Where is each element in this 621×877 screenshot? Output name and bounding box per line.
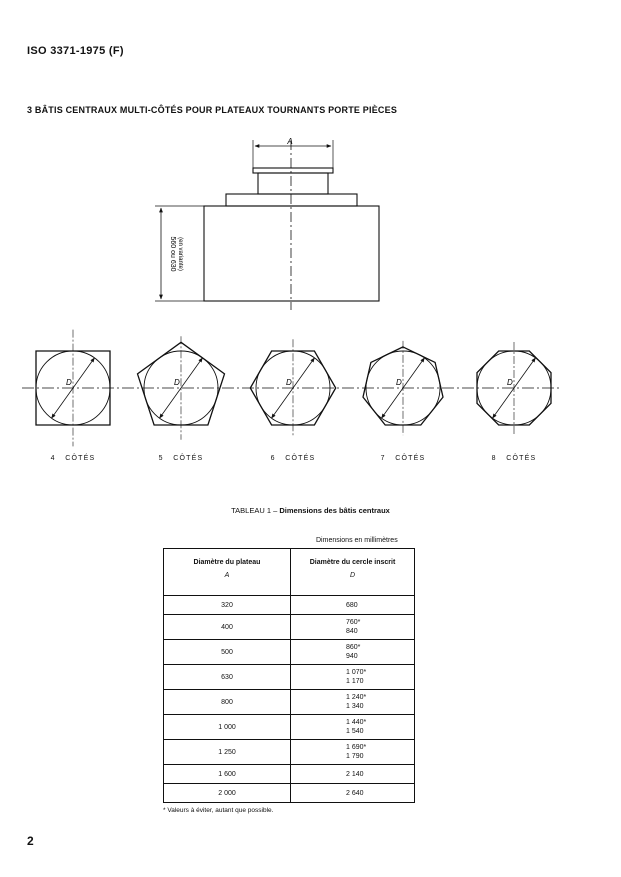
page-number: 2	[27, 834, 34, 848]
diameter-value: 2 140	[346, 770, 364, 778]
label-4-sides: 4 CÔTÉS	[50, 455, 96, 462]
dim-height-note: (en variante)	[177, 237, 183, 271]
table-row	[164, 740, 415, 765]
elevation-view	[155, 140, 379, 310]
diameter-value: 1 690*	[346, 744, 367, 751]
diameter-value: 1 790	[346, 753, 364, 760]
polygon-views	[22, 330, 560, 447]
diameter-value: 680	[346, 601, 358, 609]
footnote: * Valeurs à éviter, autant que possible.	[163, 807, 274, 814]
diameter-label: D	[507, 378, 513, 387]
diameter-value: 760*	[346, 619, 361, 626]
dim-height-label: 560 ou 630	[169, 236, 176, 272]
diameter-label: D	[396, 378, 402, 387]
cell-inscribed-diameter	[291, 784, 415, 803]
document-id: ISO 3371-1975 (F)	[27, 45, 124, 57]
table-row	[164, 615, 415, 640]
label-6-sides: 6 CÔTÉS	[270, 455, 316, 462]
label-8-sides: 8 CÔTÉS	[491, 455, 537, 462]
header-plate-diameter: Diamètre du plateau A	[164, 549, 291, 596]
cell-inscribed-diameter	[291, 690, 415, 715]
cell-plate-diameter: 500	[164, 640, 291, 665]
diameter-value: 940	[346, 653, 358, 660]
label-5-sides: 5 CÔTÉS	[158, 455, 204, 462]
cell-inscribed-diameter	[291, 596, 415, 615]
diameter-value: 840	[346, 628, 358, 635]
diameter-value: 1 340	[346, 703, 364, 710]
cell-plate-diameter: 1 000	[164, 715, 291, 740]
cell-plate-diameter: 2 000	[164, 784, 291, 803]
label-7-sides: 7 CÔTÉS	[380, 455, 426, 462]
cell-plate-diameter: 400	[164, 615, 291, 640]
middle-step	[226, 194, 357, 206]
table-row	[164, 715, 415, 740]
cell-inscribed-diameter	[291, 640, 415, 665]
dim-a-label: A	[287, 137, 293, 146]
header-inscribed-diameter: Diamètre du cercle inscrit D	[291, 549, 415, 596]
table-body	[164, 596, 415, 803]
section-heading: 3 BÂTIS CENTRAUX MULTI-CÔTÉS POUR PLATEAUX TOURNANTS PORTE PIÈCES	[27, 105, 398, 115]
cell-inscribed-diameter	[291, 740, 415, 765]
table-row	[164, 690, 415, 715]
diameter-value: 2 640	[346, 789, 364, 797]
cell-inscribed-diameter	[291, 765, 415, 784]
cell-plate-diameter: 630	[164, 665, 291, 690]
diameter-value: 1 240*	[346, 694, 367, 701]
cell-plate-diameter: 1 600	[164, 765, 291, 784]
table-header-row	[164, 549, 415, 596]
diameter-label: D	[174, 378, 180, 387]
table-row	[164, 784, 415, 803]
cell-plate-diameter: 1 250	[164, 740, 291, 765]
diameter-label: D	[66, 378, 72, 387]
diameter-value: 1 170	[346, 678, 364, 685]
diameter-value: 1 070*	[346, 669, 367, 676]
cell-plate-diameter: 800	[164, 690, 291, 715]
base-block	[204, 206, 379, 301]
units-note: Dimensions en millimètres	[316, 537, 398, 544]
diameter-value: 860*	[346, 644, 361, 651]
cell-inscribed-diameter	[291, 615, 415, 640]
cell-plate-diameter: 320	[164, 596, 291, 615]
table-row	[164, 596, 415, 615]
table-row	[164, 640, 415, 665]
dimensions-table	[163, 548, 415, 803]
diameter-label: D	[286, 378, 292, 387]
cell-inscribed-diameter	[291, 665, 415, 690]
table-caption: TABLEAU 1 – Dimensions des bâtis centraux	[231, 506, 390, 515]
diameter-value: 1 540	[346, 728, 364, 735]
table-row	[164, 665, 415, 690]
table-row	[164, 765, 415, 784]
plate-top	[253, 168, 333, 173]
plate-step	[258, 173, 328, 194]
cell-inscribed-diameter	[291, 715, 415, 740]
diameter-value: 1 440*	[346, 719, 367, 726]
